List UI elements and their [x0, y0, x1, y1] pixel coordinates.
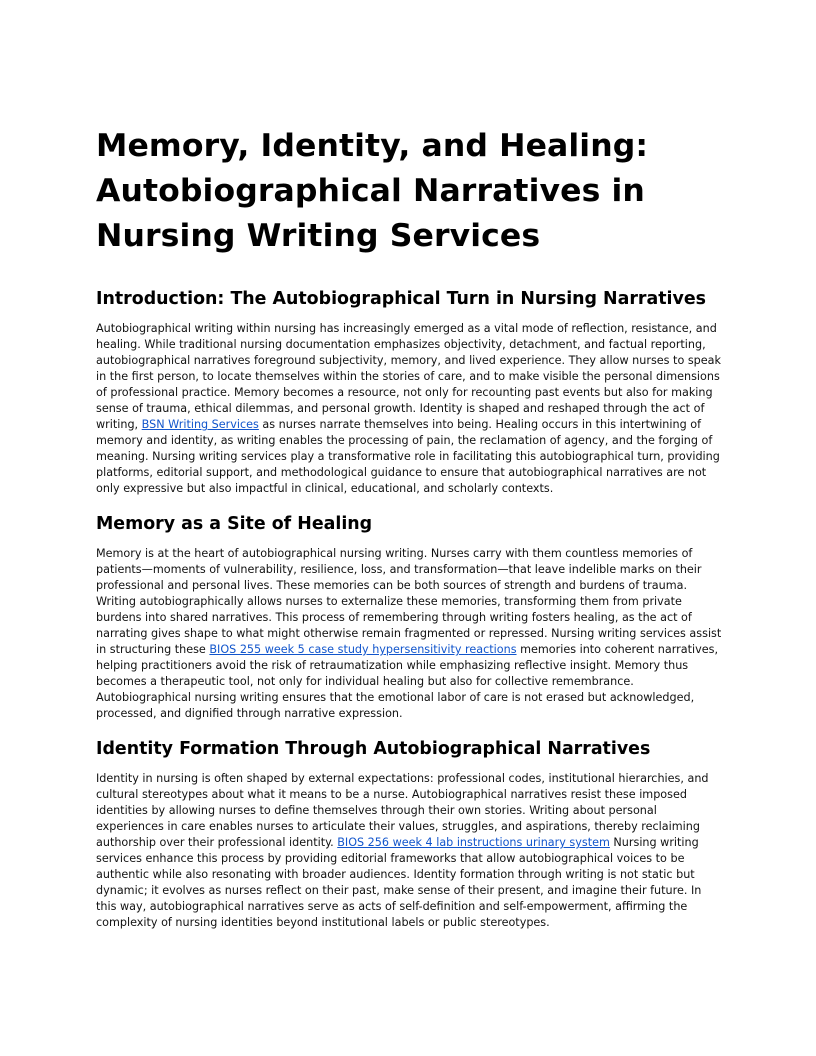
paragraph-text: as nurses narrate themselves into being. Healing occurs in this intertwining of memory and identity, as writing enables the processing of pain, the reclamation of agency, and the forging of meaning. Nursing writing services play a transformative role in facilitating this autobiographical turn, providing platforms, editorial support, and methodological guidance to ensure that autobiographical narratives are not only expressive but also impactful in clinical, educational, and scholarly contexts.	[96, 418, 720, 495]
section-paragraph-memory	[96, 546, 722, 722]
section-heading-memory: Memory as a Site of Healing	[96, 514, 373, 534]
document-page	[96, 124, 722, 931]
document-title: Memory, Identity, and Healing: Autobiographical Narratives in Nursing Writing Services	[96, 128, 649, 254]
section-heading-identity: Identity Formation Through Autobiographical Narratives	[96, 739, 651, 759]
section-heading-introduction: Introduction: The Autobiographical Turn in Nursing Narratives	[96, 289, 706, 309]
paragraph-text: Memory is at the heart of autobiographical nursing writing. Nurses carry with them countless memories of patients—moments of vulnerability, resilience, loss, and transformation—that leave indelible marks on their professional and personal lives. These memories can be both sources of strength and burdens of trauma. Writing autobiographically allows nurses to externalize these memories, transforming them from private burdens into shared narratives. This process of remembering through writing fosters healing, as the act of narrating gives shape to what might otherwise remain fragmented or repressed. Nursing writing services assist in structuring these	[96, 547, 722, 656]
bios-255-case-study-link[interactable]: BIOS 255 week 5 case study hypersensitivity reactions	[209, 643, 517, 656]
paragraph-text: Nursing writing services enhance this process by providing editorial frameworks that allow autobiographical voices to be authentic while also resonating with broader audiences. Identity formation through writing is not static but dynamic; it evolves as nurses reflect on their past, make sense of their present, and imagine their future. In this way, autobiographical narratives serve as acts of self-definition and self-empowerment, affirming the complexity of nursing identities beyond institutional labels or public stereotypes.	[96, 836, 702, 929]
bios-256-lab-instructions-link[interactable]: BIOS 256 week 4 lab instructions urinary system	[337, 836, 610, 849]
section-paragraph-introduction	[96, 321, 722, 497]
paragraph-text: Autobiographical writing within nursing has increasingly emerged as a vital mode of reflection, resistance, and healing. While traditional nursing documentation emphasizes objectivity, detachment, and factual reporting, autobiographical narratives foreground subjectivity, memory, and lived experience. They allow nurses to speak in the first person, to locate themselves within the stories of care, and to make visible the personal dimensions of professional practice. Memory becomes a resource, not only for recounting past events but also for making sense of trauma, ethical dilemmas, and personal growth. Identity is shaped and reshaped through the act of writing,	[96, 322, 721, 431]
paragraph-text: memories into coherent narratives, helping practitioners avoid the risk of retraumatization while emphasizing reflective insight. Memory thus becomes a therapeutic tool, not only for individual healing but also for collective remembrance. Autobiographical nursing writing ensures that the emotional labor of care is not erased but acknowledged, processed, and dignified through narrative expression.	[96, 643, 718, 720]
paragraph-text: Identity in nursing is often shaped by external expectations: professional codes, institutional hierarchies, and cultural stereotypes about what it means to be a nurse. Autobiographical narratives resist these imposed identities by allowing nurses to define themselves through their own stories. Writing about personal experiences in care enables nurses to articulate their values, struggles, and aspirations, thereby reclaiming authorship over their professional identity.	[96, 772, 709, 849]
bsn-writing-services-link[interactable]: BSN Writing Services	[141, 418, 259, 431]
section-paragraph-identity	[96, 771, 722, 931]
